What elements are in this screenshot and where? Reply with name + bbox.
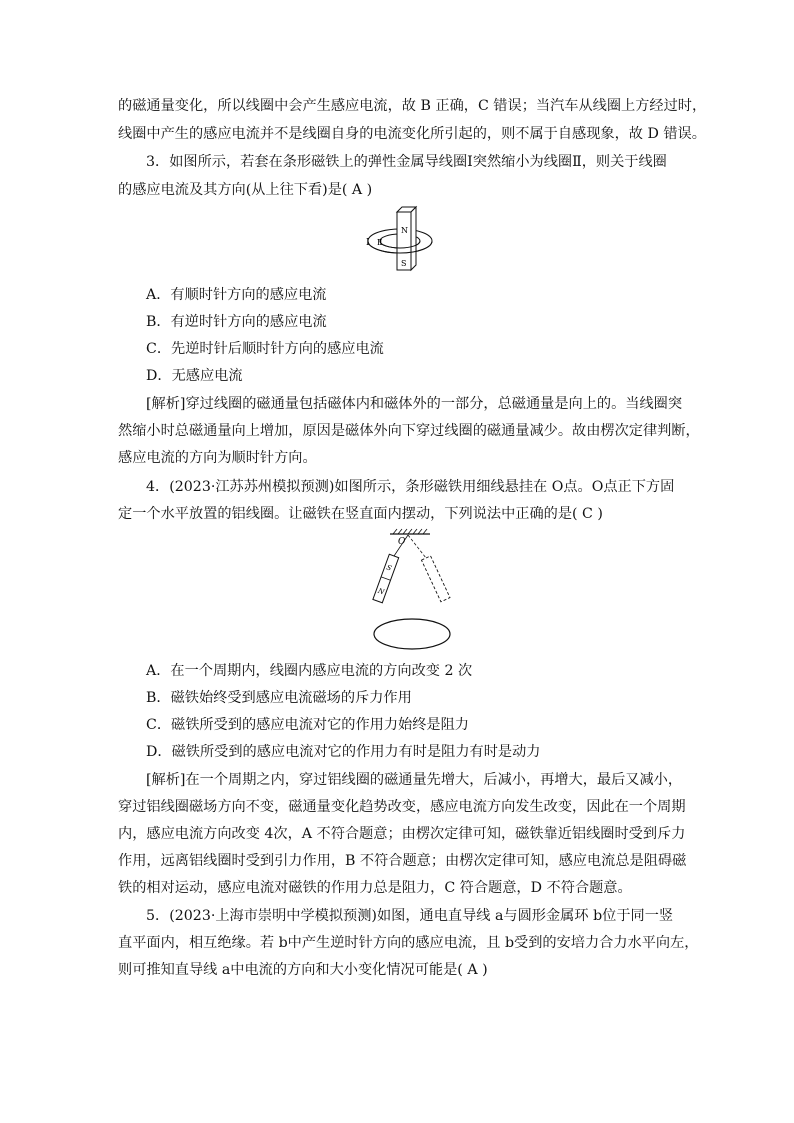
analysis-line: 内，感应电流方向改变 4次，A 不符合题意；由楞次定律可知，磁铁靠近铝线圈时受到斥力	[118, 826, 686, 842]
pole-s-label: S	[385, 563, 393, 573]
option-a: A．在一个周期内，线圈内感应电流的方向改变 2 次	[146, 663, 473, 679]
question-4-stem: 定一个水平放置的铝线圈。让磁铁在竖直面内摆动，下列说法中正确的是( C )	[118, 506, 603, 522]
option-d: D．无感应电流	[146, 368, 243, 384]
analysis-line: 作用，远离铝线圈时受到引力作用，B 不符合题意；由楞次定律可知，感应电流总是阻碍磁	[118, 853, 687, 869]
option-b: B．有逆时针方向的感应电流	[146, 314, 327, 330]
analysis-line: 然缩小时总磁通量向上增加，原因是磁体外向下穿过线圈的磁通量减少。故由楞次定律判断，	[118, 423, 700, 439]
pole-n-label: N	[401, 226, 408, 235]
aluminum-coil	[374, 619, 450, 649]
analysis-line: 穿过铝线圈磁场方向不变，磁通量变化趋势改变，感应电流方向发生改变，因此在一个周期	[118, 799, 686, 815]
bar-magnet-dashed	[421, 556, 450, 602]
option-d: D．磁铁所受到的感应电流对它的作用力有时是阻力有时是动力	[146, 744, 541, 760]
analysis-line: 感应电流的方向为顺时针方向。	[118, 450, 317, 466]
question-3-stem: 的感应电流及其方向(从上往下看)是( A )	[118, 182, 373, 198]
question-5-stem: 直平面内，相互绝缘。若 b中产生逆时针方向的感应电流，且 b受到的安培力合力水平向左，	[118, 935, 699, 951]
pole-n-label: N	[376, 586, 386, 597]
option-c: C．先逆时针后顺时针方向的感应电流	[146, 341, 384, 357]
magnet-coil-figure	[360, 204, 440, 274]
question-4-stem: 4．(2023·江苏苏州模拟预测)如图所示，条形磁铁用细线悬挂在 O点。O点正下方固	[146, 479, 675, 495]
analysis-line: [解析]在一个周期之内，穿过铝线圈的磁通量先增大，后减小，再增大，最后又减小，	[146, 772, 683, 788]
text-line: 的磁通量变化，所以线圈中会产生感应电流，故 B 正确，C 错误；当汽车从线圈上方经过时，	[118, 98, 707, 114]
option-c: C．磁铁所受到的感应电流对它的作用力始终是阻力	[146, 717, 469, 733]
analysis-line: 铁的相对运动，感应电流对磁铁的作用力总是阻力，C 符合题意，D 不符合题意。	[118, 880, 632, 896]
pole-s-label: S	[401, 259, 407, 268]
option-a: A．有顺时针方向的感应电流	[146, 287, 327, 303]
label-inner-coil: Ⅱ	[377, 238, 383, 247]
question-5-stem: 5．(2023·上海市崇明中学模拟预测)如图，通电直导线 a与圆形金属环 b位于同一竖	[146, 908, 674, 924]
pendulum-magnet-figure	[360, 528, 470, 654]
question-3-stem: 3．如图所示，若套在条形磁铁上的弹性金属导线圈Ⅰ突然缩小为线圈Ⅱ，则关于线圈	[146, 154, 667, 170]
label-outer-coil: Ⅰ	[366, 238, 370, 248]
option-b: B．磁铁始终受到感应电流磁场的斥力作用	[146, 690, 412, 706]
analysis-line: [解析]穿过线圈的磁通量包括磁体内和磁体外的一部分，总磁通量是向上的。当线圈突	[146, 396, 683, 412]
question-5-stem: 则可推知直导线 a中电流的方向和大小变化情况可能是( A )	[118, 962, 488, 978]
text-line: 线圈中产生的感应电流并不是线圈自身的电流变化所引起的，则不属于自感现象，故 D 错误。	[118, 126, 706, 142]
pivot-label: O	[398, 537, 406, 547]
